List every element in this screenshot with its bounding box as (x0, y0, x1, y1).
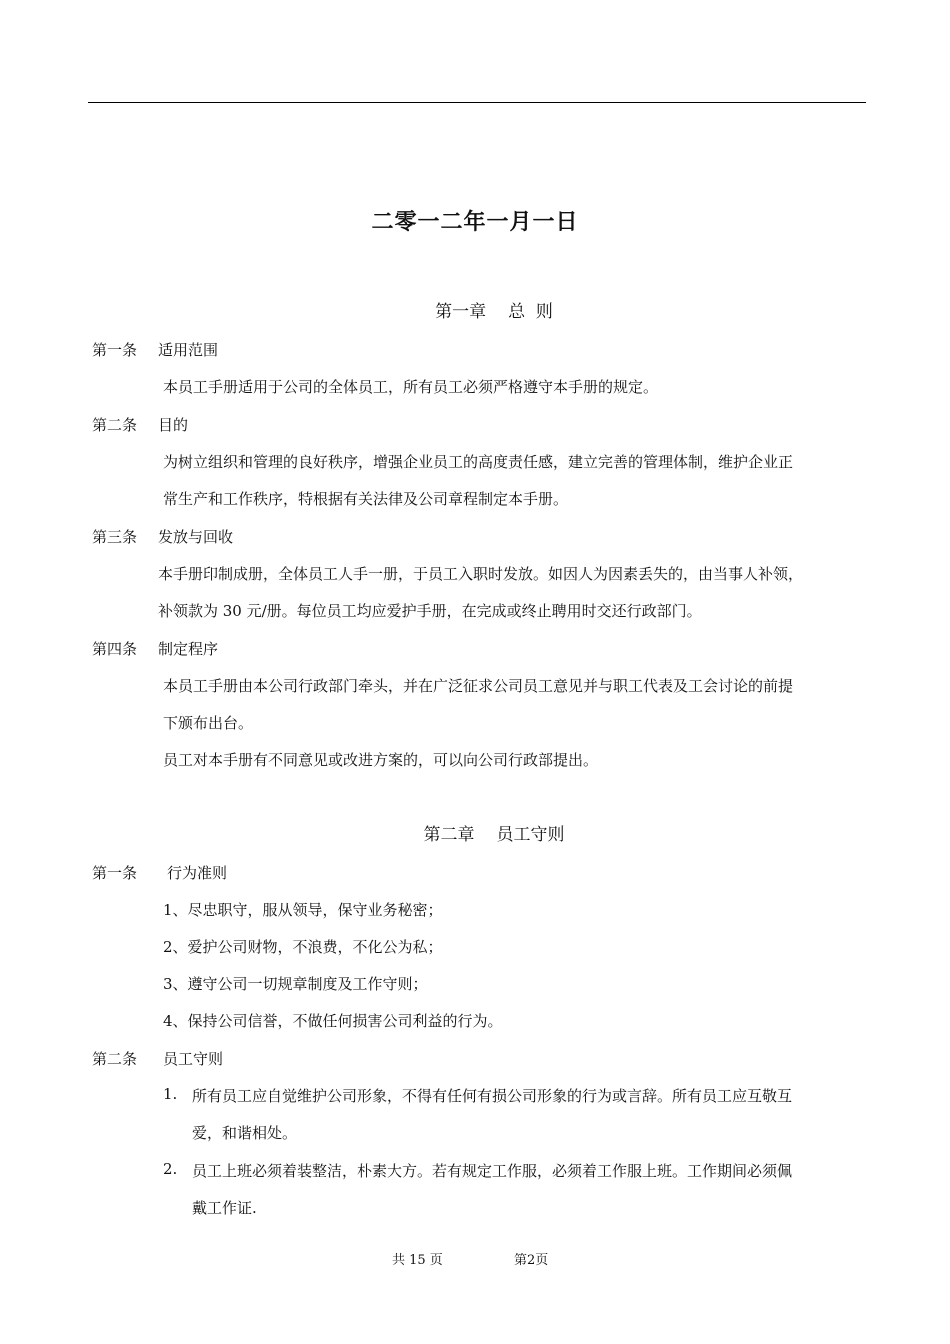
list-item: 2、爱护公司财物，不浪费，不化公为私； (163, 938, 443, 956)
chapter-number: 第二章 (423, 825, 475, 845)
chapter-2-heading (0, 820, 950, 845)
article-number: 第三条 (92, 528, 138, 546)
list-item-text: 所有员工应自觉维护公司形象，不得有任何有损公司形象的行为或言辞。所有员工应互敬互 (192, 1087, 793, 1105)
article-paragraph: 本员工手册由本公司行政部门牵头，并在广泛征求公司员工意见并与职工代表及工会讨论的前提 (163, 677, 794, 695)
document-date-title: 二零一二年一月一日 (371, 210, 579, 235)
article-number: 第二条 (92, 416, 138, 434)
article-title: 制定程序 (158, 640, 219, 658)
article-title: 目的 (158, 416, 189, 434)
header-rule (88, 102, 866, 103)
list-item: 4、保持公司信誉，不做任何损害公司利益的行为。 (163, 1012, 503, 1030)
article-number: 第一条 (92, 341, 138, 359)
list-item-marker: 1. (163, 1085, 178, 1103)
list-item-text: 戴工作证. (192, 1199, 257, 1217)
chapter-1-heading (0, 297, 950, 322)
article-title: 发放与回收 (158, 528, 234, 546)
article-paragraph: 本员工手册适用于公司的全体员工，所有员工必须严格遵守本手册的规定。 (163, 378, 659, 396)
chapter-title: 总 则 (508, 302, 553, 322)
list-item: 1、尽忠职守，服从领导，保守业务秘密； (163, 901, 443, 919)
article-paragraph: 补领款为 30 元/册。每位员工均应爱护手册，在完成或终止聘用时交还行政部门。 (158, 602, 702, 620)
article-title: 员工守则 (163, 1050, 224, 1068)
article-paragraph: 本手册印制成册，全体员工人手一册，于员工入职时发放。如因人为因素丢失的，由当事人补领， (158, 565, 804, 583)
footer-page-number: 第2页 (514, 1253, 549, 1268)
article-title: 行为准则 (167, 864, 228, 882)
article-paragraph: 常生产和工作秩序，特根据有关法律及公司章程制定本手册。 (163, 490, 569, 508)
list-item-marker: 2. (163, 1160, 178, 1178)
chapter-number: 第一章 (435, 302, 487, 322)
article-number: 第二条 (92, 1050, 138, 1068)
article-paragraph: 员工对本手册有不同意见或改进方案的，可以向公司行政部提出。 (163, 751, 599, 769)
footer-total-pages: 共 15 页 (392, 1253, 443, 1268)
article-paragraph: 下颁布出台。 (163, 714, 254, 732)
list-item-text: 员工上班必须着装整洁，朴素大方。若有规定工作服，必须着工作服上班。工作期间必须佩 (192, 1162, 793, 1180)
article-paragraph: 为树立组织和管理的良好秩序，增强企业员工的高度责任感，建立完善的管理体制，维护企业正 (163, 453, 794, 471)
list-item: 3、遵守公司一切规章制度及工作守则； (163, 975, 428, 993)
chapter-title: 员工守则 (496, 825, 565, 845)
article-number: 第四条 (92, 640, 138, 658)
list-item-text: 爱，和谐相处。 (192, 1124, 298, 1142)
article-number: 第一条 (92, 864, 138, 882)
article-title: 适用范围 (158, 341, 219, 359)
